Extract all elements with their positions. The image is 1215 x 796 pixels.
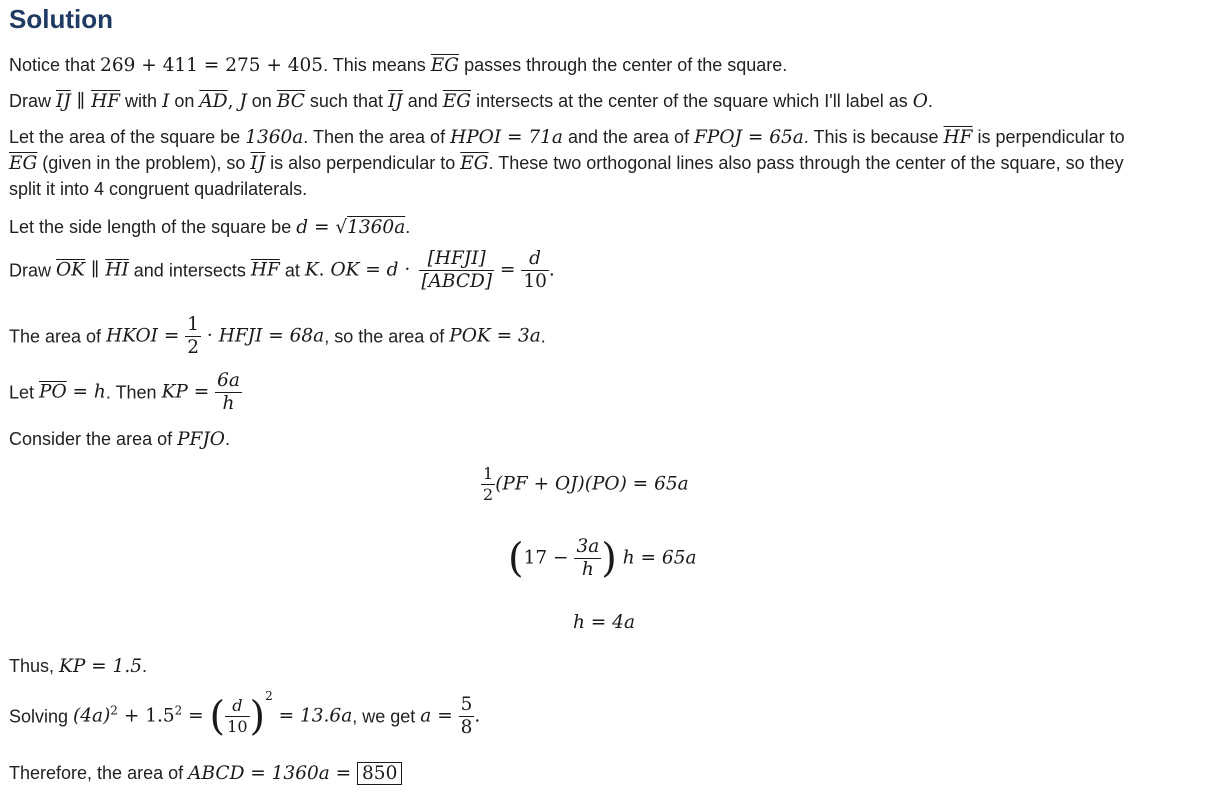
math-expression: 1360a <box>245 127 304 148</box>
math-segment: $\overline{OK}$ <box>56 259 86 281</box>
display-equation-1 <box>481 464 689 505</box>
math-radicand: 1360a <box>347 217 406 238</box>
text: . <box>141 656 147 676</box>
text: . <box>405 217 411 237</box>
math-segment: $\overline{HF}$ <box>943 127 973 148</box>
text: with <box>120 91 163 111</box>
text: Thus, <box>9 656 60 676</box>
right-paren: ) <box>601 535 617 582</box>
math-segment: $\overline{IJ}$ <box>56 91 71 112</box>
text: intersects at the center of the square which I'll label as <box>471 91 913 111</box>
math-segment: $\overline{EG}$ <box>460 153 489 174</box>
paragraph-line-11 <box>9 653 1209 680</box>
text: and <box>402 91 443 111</box>
math-segment: $\overline{HF}$ <box>91 91 121 112</box>
math-expression: (4a) <box>73 705 111 727</box>
math-segment: $\overline{AD}$ <box>199 91 228 112</box>
equals-sign: = <box>182 705 210 727</box>
text: . This means <box>323 55 431 75</box>
text: Let <box>9 382 40 403</box>
text: passes through the center of the square. <box>459 55 788 75</box>
math-var: K <box>304 259 319 281</box>
math-segment: $\overline{HI}$ <box>105 259 129 281</box>
math-segment: $\overline{BC}$ <box>276 91 305 112</box>
paragraph-line-2 <box>9 88 1209 115</box>
fraction <box>481 464 495 505</box>
paragraph-line-10 <box>9 426 1209 453</box>
fraction-numerator: 1 <box>483 464 494 483</box>
fraction-numerator: 1 <box>187 314 200 335</box>
text: . This is because <box>803 127 944 147</box>
right-paren: ) <box>249 693 266 740</box>
math-segment: $\overline{IJ}$ <box>250 153 266 174</box>
math-segment: $\overline{IJ}$ <box>387 91 403 112</box>
paragraph-line-13 <box>9 760 1209 787</box>
fraction-denominator: 2 <box>187 337 200 358</box>
fraction-numerator: 3a <box>576 536 600 557</box>
math-var: O <box>912 91 928 112</box>
math-equation: h = 65a <box>622 547 697 569</box>
text: and the area of <box>562 127 695 147</box>
math-segment: $\overline{EG}$ <box>430 55 460 76</box>
fraction <box>419 248 494 293</box>
text: The area of <box>9 326 107 347</box>
math-expression: + 1.5 <box>117 705 175 727</box>
fraction-denominator: 10 <box>227 717 248 736</box>
math-equation: = h <box>66 381 106 403</box>
math-var: J <box>239 91 247 112</box>
text: . <box>224 429 230 449</box>
text: (given in the problem), so <box>37 153 251 173</box>
text: Let the area of the square be <box>9 127 246 147</box>
math-equation: = 13.6a <box>272 705 353 727</box>
math-equation: POK = 3a <box>449 325 541 347</box>
text: on <box>246 91 277 111</box>
math-equation: (PF + OJ)(PO) = 65a <box>495 473 689 495</box>
math-segment: $\overline{EG}$ <box>9 153 38 174</box>
math-equation: a = <box>420 705 459 727</box>
text: and intersects <box>128 260 251 281</box>
math-var: d = <box>296 217 336 238</box>
fraction-denominator: [ABCD] <box>421 271 493 292</box>
math-equation: ABCD = 1360a = <box>188 763 358 784</box>
math-expression: 17 − <box>523 547 569 569</box>
text: . <box>474 705 481 727</box>
paragraph-line-5: split it into 4 congruent quadrilaterals. <box>9 179 308 199</box>
paragraph-line-1 <box>9 52 1209 79</box>
fraction-denominator: h <box>581 559 594 580</box>
text: Let the side length of the square be <box>9 217 297 237</box>
fraction-denominator: 2 <box>483 485 494 504</box>
text: is also perpendicular to <box>265 153 461 173</box>
math-var: PFJO <box>177 429 225 450</box>
left-paren: ( <box>508 535 524 582</box>
math-equation: 269 + 411 = 275 + 405 <box>100 55 324 76</box>
display-equation-3: h = 4a <box>573 612 635 633</box>
exponent: 2 <box>174 703 183 718</box>
fraction <box>459 694 475 739</box>
boxed-answer: 850 <box>357 762 402 785</box>
math-segment: $\overline{HF}$ <box>250 259 280 281</box>
fraction-denominator: h <box>222 393 235 414</box>
fraction <box>521 248 549 293</box>
paragraph-line-8 <box>9 314 1209 359</box>
fraction-numerator: d <box>225 696 249 717</box>
text: Solving <box>9 706 74 727</box>
text: . These two orthogonal lines also pass through the center of the square, so they <box>488 153 1124 173</box>
paragraph-line-6 <box>9 214 1209 241</box>
text: Draw <box>9 260 57 281</box>
math-segment: $\overline{PO}$ <box>39 381 67 403</box>
fraction <box>215 370 242 415</box>
text: . <box>318 259 331 281</box>
text: , we get <box>352 706 421 727</box>
math-equation: HPOI = 71a <box>450 127 563 148</box>
math-equation: · HFJI = 68a <box>201 325 325 347</box>
paragraph-line-3 <box>9 124 1209 151</box>
fraction-numerator: d <box>521 248 549 271</box>
text: such that <box>304 91 388 111</box>
fraction <box>574 536 601 581</box>
text: Notice that <box>9 55 101 75</box>
fraction-numerator: 6a <box>217 370 240 391</box>
parallel-symbol: ∥ <box>70 91 92 112</box>
fraction-numerator: 5 <box>460 694 473 715</box>
math-equation: FPOJ = 65a <box>694 127 804 148</box>
text: Consider the area of <box>9 429 178 449</box>
paragraph-line-12 <box>9 689 1209 740</box>
display-equation-2 <box>508 536 697 581</box>
math-equation: OK = d · <box>330 259 411 281</box>
text: Therefore, the area of <box>9 763 189 783</box>
section-title: Solution <box>9 4 113 34</box>
fraction <box>185 314 201 359</box>
fraction-denominator: 8 <box>460 717 473 738</box>
exponent: 2 <box>110 703 118 718</box>
fraction-numerator: [HFJI] <box>419 248 494 271</box>
math-equation: KP = 1.5 <box>59 656 142 677</box>
text: . Then the area of <box>303 127 451 147</box>
sqrt-symbol: √ <box>335 217 348 238</box>
text: . <box>540 326 546 347</box>
text: at <box>279 260 305 281</box>
fraction <box>225 696 249 737</box>
text: . Then <box>105 382 162 403</box>
text: Draw <box>9 91 57 111</box>
text: . <box>548 259 555 281</box>
text: on <box>169 91 200 111</box>
math-var: I <box>162 91 170 112</box>
text: , so the area of <box>324 326 450 347</box>
exponent: 2 <box>265 689 273 704</box>
paragraph-line-4 <box>9 150 1209 177</box>
paragraph-line-9 <box>9 370 1209 415</box>
left-paren: ( <box>209 693 226 740</box>
math-equation: HKOI = <box>106 325 186 347</box>
equals-sign: = <box>494 259 522 281</box>
parallel-symbol: ∥ <box>85 259 106 281</box>
math-segment: $\overline{EG}$ <box>442 91 472 112</box>
text: . <box>927 91 933 111</box>
paragraph-line-7 <box>9 248 1209 293</box>
math-equation: KP = <box>161 381 216 403</box>
fraction-denominator: 10 <box>523 271 547 292</box>
text: is perpendicular to <box>972 127 1125 147</box>
text: , <box>227 91 240 112</box>
